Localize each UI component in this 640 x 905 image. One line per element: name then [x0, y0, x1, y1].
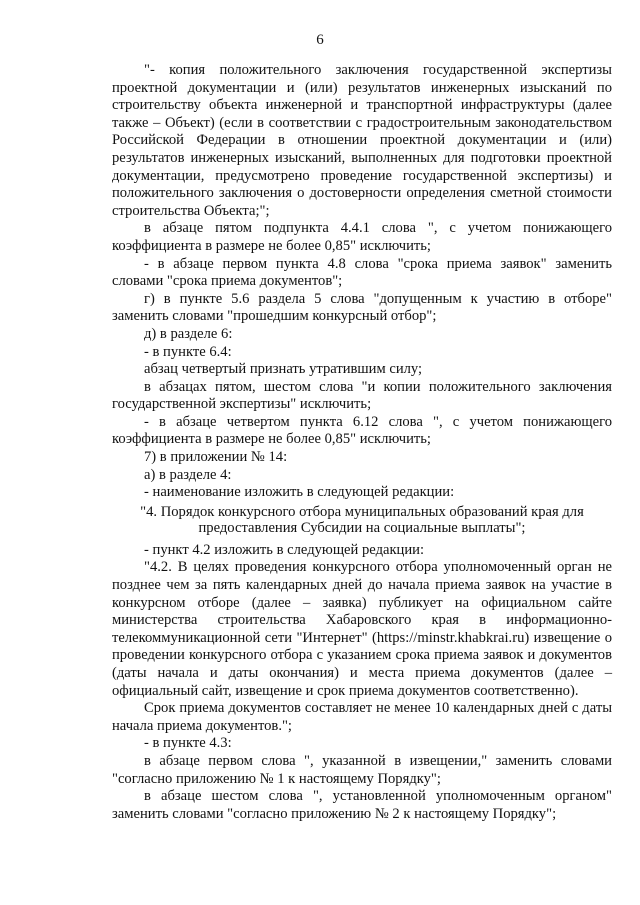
paragraph-section-6: д) в разделе 6: — [144, 325, 233, 342]
paragraph-4-2-intro: - пункт 4.2 изложить в следующей редакции: — [144, 541, 425, 558]
document-body — [112, 62, 612, 823]
paragraph-4-4-1: в абзаце пятом подпункта 4.4.1 слова ", с учетом понижающего коэффициента в размере не более 0,85" исключить; — [112, 220, 612, 254]
paragraph-fourth-void: абзац четвертый признать утратившим силу; — [144, 361, 423, 378]
section-4-title-quote: "4. Порядок конкурсного отбора муниципальных образований края для предоставления Субсидии на социальные выплаты"; — [140, 503, 584, 536]
paragraph-4-3: - в пункте 4.3: — [144, 735, 232, 752]
paragraph-sixth-words: в абзаце шестом слова ", установленной уполномоченным органом" заменить словами "согласно приложению № 2 к настоящему Порядку"; — [112, 788, 612, 822]
paragraph-6-4: - в пункте 6.4: — [144, 343, 232, 360]
paragraph-appendix-14: 7) в приложении № 14: — [144, 449, 288, 466]
paragraph-4-2-text: "4.2. В целях проведения конкурсного отбора уполномоченный орган не позднее чем за пять календарных дней до начала приема заявок на участие в конкурсном отборе (далее – заявка) публикует на официальном сайте министерства строительства Хабаровского края в информационно-телекоммуникационной сети "Интернет" (https://minstr.khabkrai.ru) извещение о проведении конкурсного отбора с указанием срока приема заявок и документов (даты начала и даты окончания) и места приема документов (далее – официальный сайт, извещение и срок приема документов соответственно). — [112, 559, 612, 699]
paragraph-section-4: а) в разделе 4: — [144, 466, 232, 483]
paragraph-quote-copy: "- копия положительного заключения государственной экспертизы проектной документации и (или) результатов инженерных изысканий по строительству объекта инженерной и транспортной инфраструктуры (далее также – Объект) (если в соответствии с градостроительным законодательством Российской Федерации в отношении проектной документации и (или) результатов инженерных изысканий, выполненных для подготовки проектной документации, предусмотрено проведение государственной экспертизы) и положительного заключения о достоверности определения сметной стоимости строительства Объекта;"; — [112, 62, 612, 219]
paragraph-5-6: г) в пункте 5.6 раздела 5 слова "допущенным к участию в отборе" заменить словами "прошедшим конкурсный отбор"; — [112, 290, 612, 325]
paragraph-4-8: - в абзаце первом пункта 4.8 слова "срока приема заявок" заменить словами "срока приема документов"; — [112, 255, 612, 290]
paragraph-6-12: - в абзаце четвертом пункта 6.12 слова ", с учетом понижающего коэффициента в размере не более 0,85" исключить; — [112, 413, 612, 448]
paragraph-deadline: Срок приема документов составляет не менее 10 календарных дней с даты начала приема документов."; — [112, 700, 612, 734]
paragraph-fifth-sixth: в абзацах пятом, шестом слова "и копии положительного заключения государственной экспертизы" исключить; — [112, 378, 612, 413]
page-number: 6 — [316, 32, 324, 48]
paragraph-first-words: в абзаце первом слова ", указанной в извещении," заменить словами "согласно приложению № 1 к настоящему Порядку"; — [112, 752, 612, 787]
paragraph-name-edit: - наименование изложить в следующей редакции: — [144, 484, 455, 501]
